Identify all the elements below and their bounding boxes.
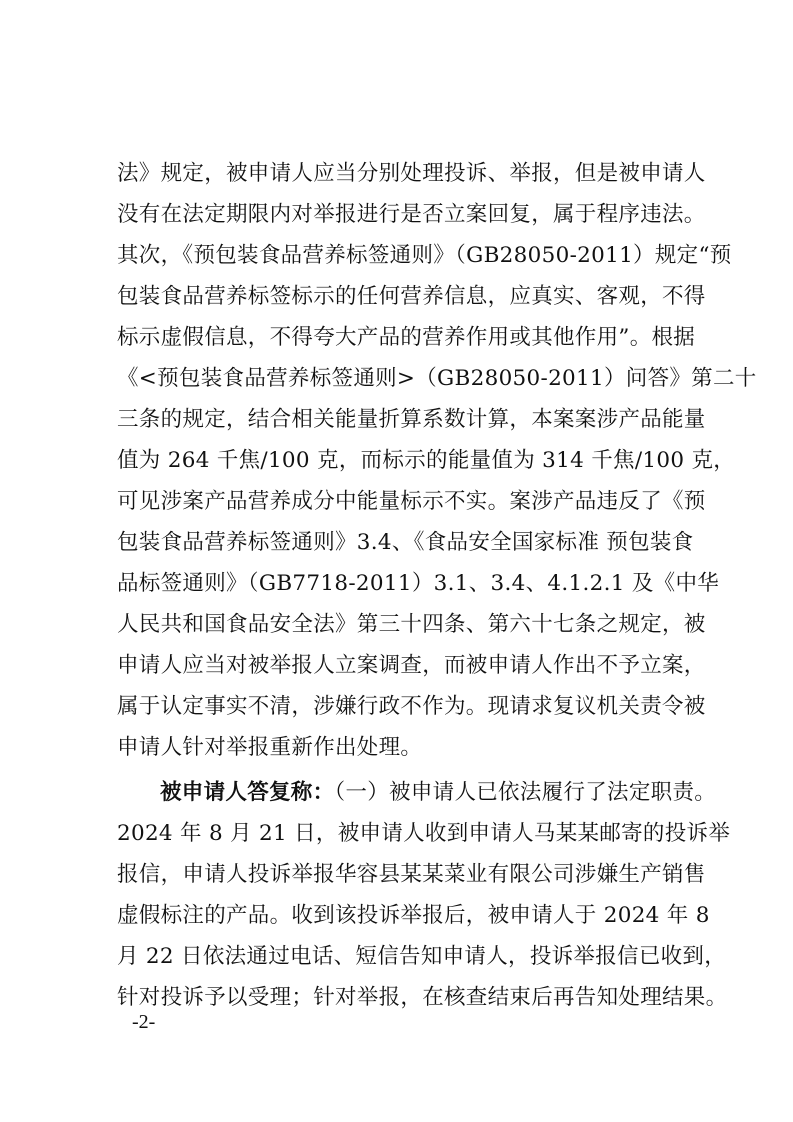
text-line: 品标签通则》（GB7718-2011）3.1、3.4、4.1.2.1 及《中华 (117, 571, 720, 596)
text-line: 申请人针对举报重新作出处理。 (117, 735, 423, 760)
text-line: 包装食品营养标签标示的任何营养信息，应真实、客观，不得 (117, 284, 706, 309)
text-line: 包装食品营养标签通则》3.4、《食品安全国家标准 预包装食 (117, 530, 694, 555)
page-number: -2- (132, 1011, 156, 1033)
text-line: 2024 年 8 月 21 日，被申请人收到申请人马某某邮寄的投诉举 (117, 821, 731, 846)
text-line: 人民共和国食品安全法》第三十四条、第六十七条之规定，被 (117, 612, 706, 637)
reply-heading: 被申请人答复称： (160, 780, 335, 805)
reply-first-text: （一）被申请人已依法履行了法定职责。 (334, 780, 717, 805)
text-line: 三条的规定，结合相关能量折算系数计算，本案案涉产品能量 (117, 407, 706, 432)
text-line: 其次，《预包装食品营养标签通则》（GB28050-2011）规定“预 (117, 243, 732, 268)
text-line: 值为 264 千焦/100 克，而标示的能量值为 314 千焦/100 克， (117, 448, 736, 473)
text-line: 申请人应当对被举报人立案调查，而被申请人作出不予立案， (117, 653, 706, 678)
text-line: 没有在法定期限内对举报进行是否立案回复，属于程序违法。 (117, 202, 706, 227)
text-line: 标示虚假信息，不得夸大产品的营养作用或其他作用”。根据 (117, 325, 696, 350)
text-line: 针对投诉予以受理；针对举报，在核查结束后再告知处理结果。 (117, 985, 728, 1010)
text-line: 法》规定，被申请人应当分别处理投诉、举报，但是被申请人 (117, 161, 706, 186)
text-line: 月 22 日依法通过电话、短信告知申请人，投诉举报信已收到， (117, 944, 727, 969)
reply-first-line (160, 779, 717, 807)
text-line: 报信，申请人投诉举报华容县某某菜业有限公司涉嫌生产销售 (117, 862, 706, 887)
text-line: 可见涉案产品营养成分中能量标示不实。案涉产品违反了《预 (117, 489, 706, 514)
text-line: 《<预包装食品营养标签通则>（GB28050-2011）问答》第二十 (117, 366, 757, 391)
text-line: 属于认定事实不清，涉嫌行政不作为。现请求复议机关责令被 (117, 694, 706, 719)
text-line: 虚假标注的产品。收到该投诉举报后，被申请人于 2024 年 8 (117, 903, 710, 928)
